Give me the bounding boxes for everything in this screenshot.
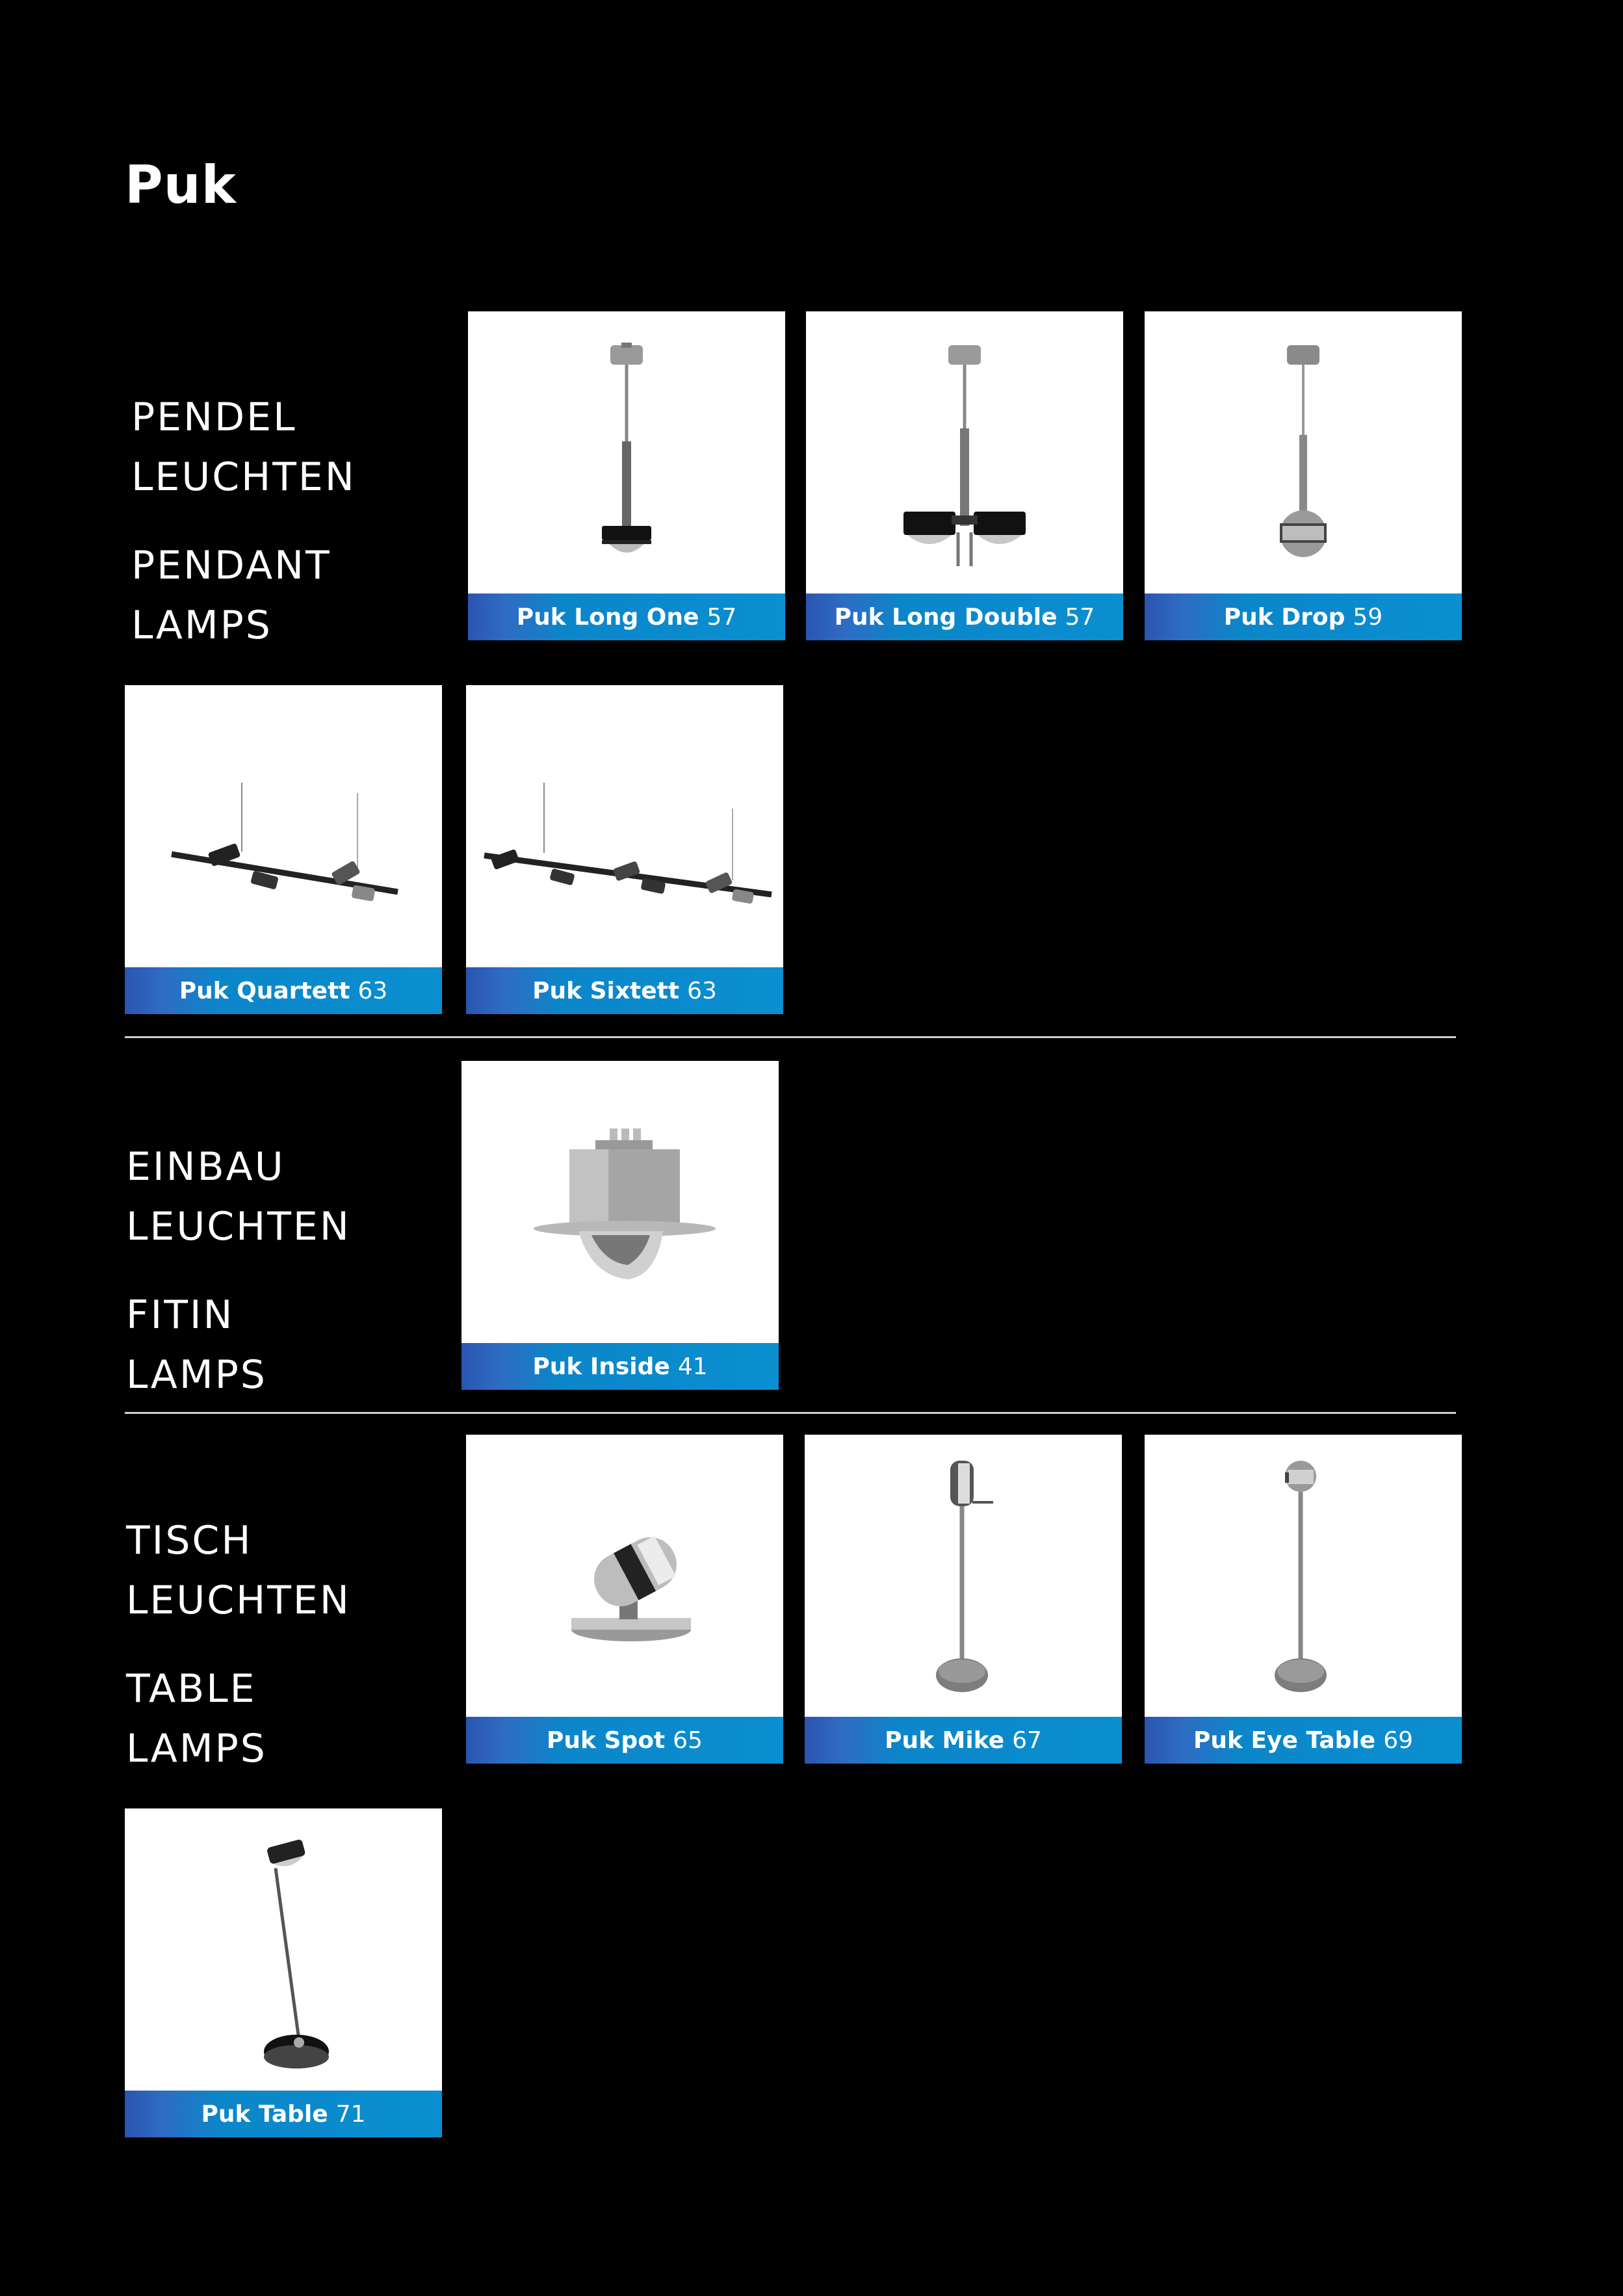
category-de-line1: TISCH — [126, 1518, 253, 1563]
product-label — [468, 594, 785, 640]
category-en-line2: LAMPS — [126, 1726, 267, 1771]
bar-pendant-six-lamp-icon — [466, 685, 783, 967]
section-divider — [125, 1412, 1456, 1414]
category-table — [126, 1511, 351, 1779]
angled-table-lamp-icon — [125, 1808, 442, 2091]
category-en-line1: PENDANT — [131, 543, 331, 588]
category-de-line1: PENDEL — [131, 395, 297, 440]
product-card[interactable] — [125, 1808, 442, 2137]
page-title: Puk — [125, 155, 237, 215]
category-de-line2: LEUCHTEN — [131, 454, 356, 500]
pendant-double-lamp-icon — [806, 311, 1123, 594]
product-page: 69 — [1383, 1727, 1414, 1754]
product-page: 71 — [335, 2100, 366, 2128]
product-page: 41 — [677, 1353, 708, 1380]
product-page: 57 — [707, 603, 737, 631]
category-pendant — [131, 387, 356, 655]
product-card[interactable] — [1145, 1435, 1462, 1764]
product-label — [466, 1717, 783, 1764]
product-card[interactable] — [125, 685, 442, 1014]
eye-table-lamp-icon — [1145, 1435, 1462, 1717]
section-divider — [125, 1036, 1456, 1038]
product-page: 63 — [687, 977, 717, 1004]
product-label — [466, 967, 783, 1014]
product-name: Puk Mike — [885, 1727, 1005, 1754]
product-label — [805, 1717, 1122, 1764]
product-label — [461, 1343, 779, 1390]
pendant-single-lamp-icon — [468, 311, 785, 594]
product-card[interactable] — [466, 685, 783, 1014]
product-label — [1145, 594, 1462, 640]
category-fitin — [126, 1137, 351, 1405]
product-name: Puk Long One — [516, 603, 699, 631]
product-name: Puk Eye Table — [1193, 1727, 1376, 1754]
bar-pendant-four-lamp-icon — [125, 685, 442, 967]
category-en-line1: FITIN — [126, 1292, 235, 1338]
product-name: Puk Drop — [1223, 603, 1345, 631]
recessed-lamp-icon — [461, 1061, 779, 1343]
spot-lamp-icon — [466, 1435, 783, 1717]
product-card[interactable] — [806, 311, 1123, 640]
product-label — [125, 2091, 442, 2137]
product-page: 67 — [1012, 1727, 1042, 1754]
category-de-line2: LEUCHTEN — [126, 1204, 351, 1249]
category-de-line1: EINBAU — [126, 1144, 285, 1190]
product-name: Puk Table — [201, 2100, 328, 2128]
product-label — [1145, 1717, 1462, 1764]
product-page: 57 — [1065, 603, 1095, 631]
product-card[interactable] — [466, 1435, 783, 1764]
category-en-line1: TABLE — [126, 1666, 257, 1712]
category-en-line2: LAMPS — [126, 1352, 267, 1398]
product-name: Puk Inside — [532, 1353, 670, 1380]
category-de-line2: LEUCHTEN — [126, 1578, 351, 1623]
product-page: 65 — [673, 1727, 703, 1754]
product-page: 63 — [357, 977, 388, 1004]
product-label — [806, 594, 1123, 640]
product-name: Puk Long Double — [834, 603, 1058, 631]
product-name: Puk Quartett — [179, 977, 350, 1004]
product-card[interactable] — [805, 1435, 1122, 1764]
product-label — [125, 967, 442, 1014]
product-name: Puk Sixtett — [532, 977, 680, 1004]
product-name: Puk Spot — [547, 1727, 666, 1754]
product-card[interactable] — [1145, 311, 1462, 640]
product-card[interactable] — [461, 1061, 779, 1390]
category-en-line2: LAMPS — [131, 603, 272, 648]
product-page: 59 — [1353, 603, 1383, 631]
product-card[interactable] — [468, 311, 785, 640]
floor-mike-lamp-icon — [805, 1435, 1122, 1717]
pendant-drop-lamp-icon — [1145, 311, 1462, 594]
